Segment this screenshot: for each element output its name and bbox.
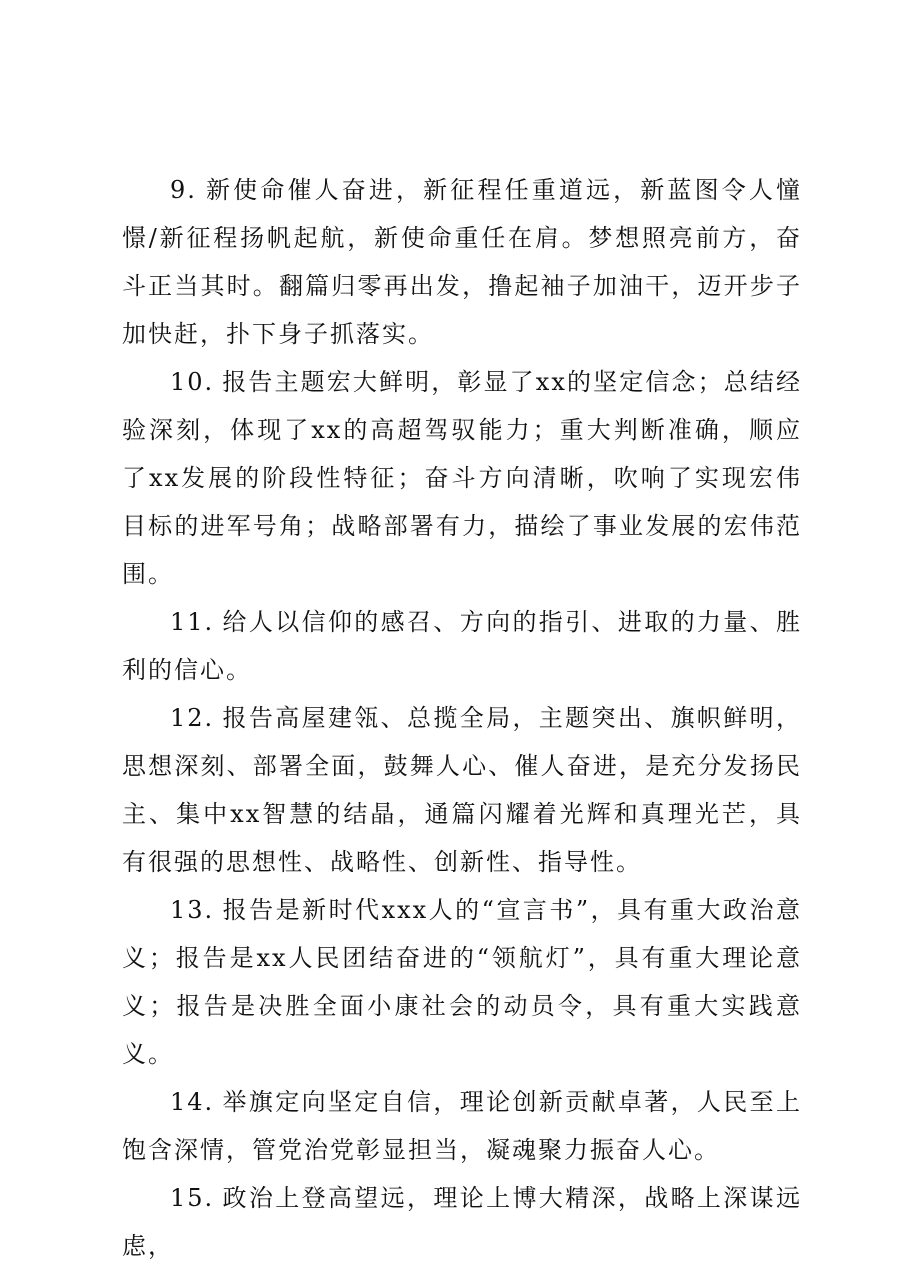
paragraph-10 <box>122 358 802 598</box>
paragraph-number: 11. <box>170 608 215 636</box>
paragraph-text: 报告高屋建瓴、总揽全局，主题突出、旗帜鲜明，思想深刻、部署全面，鼓舞人心、催人奋进，是充分发扬民主、集中xx智慧的结晶，通篇闪耀着光辉和真理光芒，具有很强的思想性、战略性、创新性、指导性。 <box>122 704 802 876</box>
paragraph-9 <box>122 166 802 358</box>
paragraph-number: 9. <box>170 176 197 204</box>
paragraph-text: 给人以信仰的感召、方向的指引、进取的力量、胜利的信心。 <box>122 608 802 684</box>
paragraph-12 <box>122 694 802 886</box>
paragraph-11 <box>122 598 802 694</box>
paragraph-number: 14. <box>170 1088 215 1116</box>
document-body <box>122 166 802 1270</box>
paragraph-text: 举旗定向坚定自信，理论创新贡献卓著，人民至上饱含深情，管党治党彰显担当，凝魂聚力振奋人心。 <box>122 1088 802 1164</box>
paragraph-13 <box>122 886 802 1078</box>
paragraph-number: 13. <box>170 896 215 924</box>
paragraph-15 <box>122 1174 802 1270</box>
paragraph-text: 报告是新时代xxx人的“宣言书”，具有重大政治意义；报告是xx人民团结奋进的“领航灯”，具有重大理论意义；报告是决胜全面小康社会的动员令，具有重大实践意义。 <box>122 896 802 1068</box>
paragraph-number: 10. <box>170 368 215 396</box>
paragraph-text: 政治上登高望远，理论上博大精深，战略上深谋远虑， <box>122 1184 802 1260</box>
paragraph-number: 12. <box>170 704 215 732</box>
paragraph-text: 新使命催人奋进，新征程任重道远，新蓝图令人憧憬/新征程扬帆起航，新使命重任在肩。梦想照亮前方，奋斗正当其时。翻篇归零再出发，撸起袖子加油干，迈开步子加快赶，扑下身子抓落实。 <box>122 176 802 348</box>
paragraph-number: 15. <box>170 1184 215 1212</box>
paragraph-text: 报告主题宏大鲜明，彰显了xx的坚定信念；总结经验深刻，体现了xx的高超驾驭能力；重大判断准确，顺应了xx发展的阶段性特征；奋斗方向清晰，吹响了实现宏伟目标的进军号角；战略部署有力，描绘了事业发展的宏伟范围。 <box>122 368 802 588</box>
paragraph-14 <box>122 1078 802 1174</box>
